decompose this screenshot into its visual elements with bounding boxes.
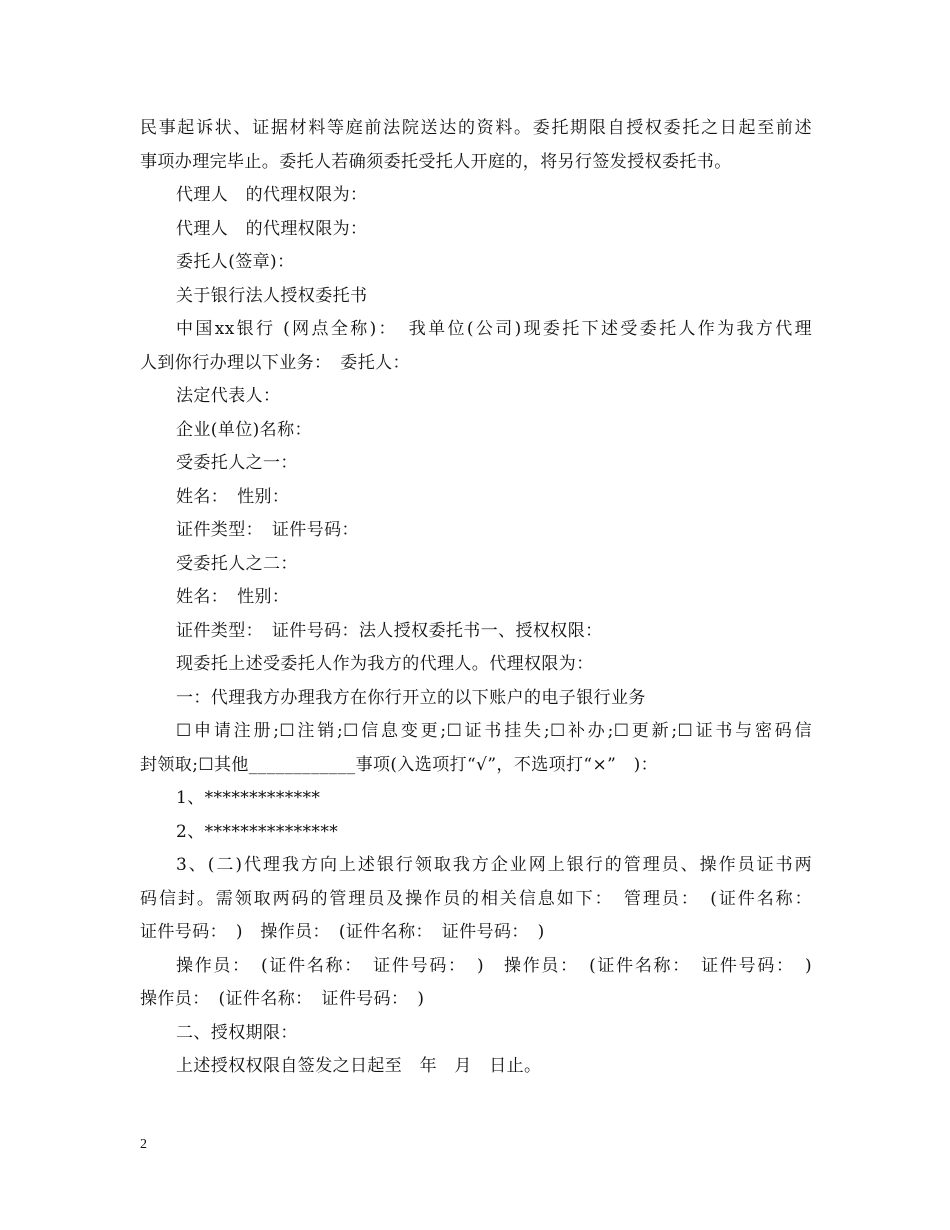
text-line: 证件类型： 证件号码： [176,520,359,540]
text-line: 一：代理我方办理我方在你行开立的以下账户的电子银行业务 [176,687,646,708]
text-line: 证件类型： 证件号码：法人授权委托书一、授权权限： [176,620,603,641]
text-line: 法定代表人： [176,386,281,406]
text-line: 证件号码： ) 操作员： (证件名称： 证件号码： ) [140,922,545,942]
text-line: 上述授权权限自签发之日起至 年 月 日止。 [176,1056,542,1076]
list-item: 2、*************** [176,821,339,842]
text-line: 姓名： 性别： [176,587,290,607]
text-line: 中国xx银行 (网点全称)： 我单位(公司)现委托下述受委托人作为我方代理 [176,319,813,339]
text-line: 代理人 的代理权限为： [176,185,368,205]
text-line: 现委托上述受委托人作为我方的代理人。代理权限为： [176,654,594,674]
text-line: 受委托人之一： [176,453,298,473]
section-heading: 二、授权期限： [176,1022,298,1043]
text-line: 受委托人之二： [176,553,298,574]
text-line: 代理人 的代理权限为： [176,218,368,239]
section-heading: 关于银行法人授权委托书 [176,285,368,306]
text-line: 姓名： 性别： [176,486,290,507]
list-item: 3、(二)代理我方向上述银行领取我方企业网上银行的管理员、操作员证书两 [176,855,812,875]
text-line: 事项办理完毕止。委托人若确须委托受托人开庭的，将另行签发授权委托书。 [140,151,732,172]
text-line: 民事起诉状、证据材料等庭前法院送达的资料。委托期限自授权委托之日起至前述 [140,118,812,138]
checkbox-options-line: ☐申请注册;☐注销;☐信息变更;☐证书挂失;☐补办;☐更新;☐证书与密码信 [176,721,812,741]
list-item: 1、************* [176,788,321,808]
page-number: 2 [140,1137,147,1152]
text-line: 操作员： (证件名称： 证件号码： ) [140,989,425,1009]
document-body [140,112,812,1084]
text-line: 委托人(签章)： [176,252,295,272]
text-line: 码信封。需领取两码的管理员及操作员的相关信息如下： 管理员： (证件名称： [140,888,812,909]
text-line: 人到你行办理以下业务： 委托人： [140,352,410,373]
text-line: 企业(单位)名称： [176,419,312,440]
checkbox-options-line: 封领取;☐其他____________事项(入选项打“√”，不选项打“×” )： [140,754,659,775]
text-line: 操作员： (证件名称： 证件号码： ) 操作员： (证件名称： 证件号码： ) [176,955,812,976]
